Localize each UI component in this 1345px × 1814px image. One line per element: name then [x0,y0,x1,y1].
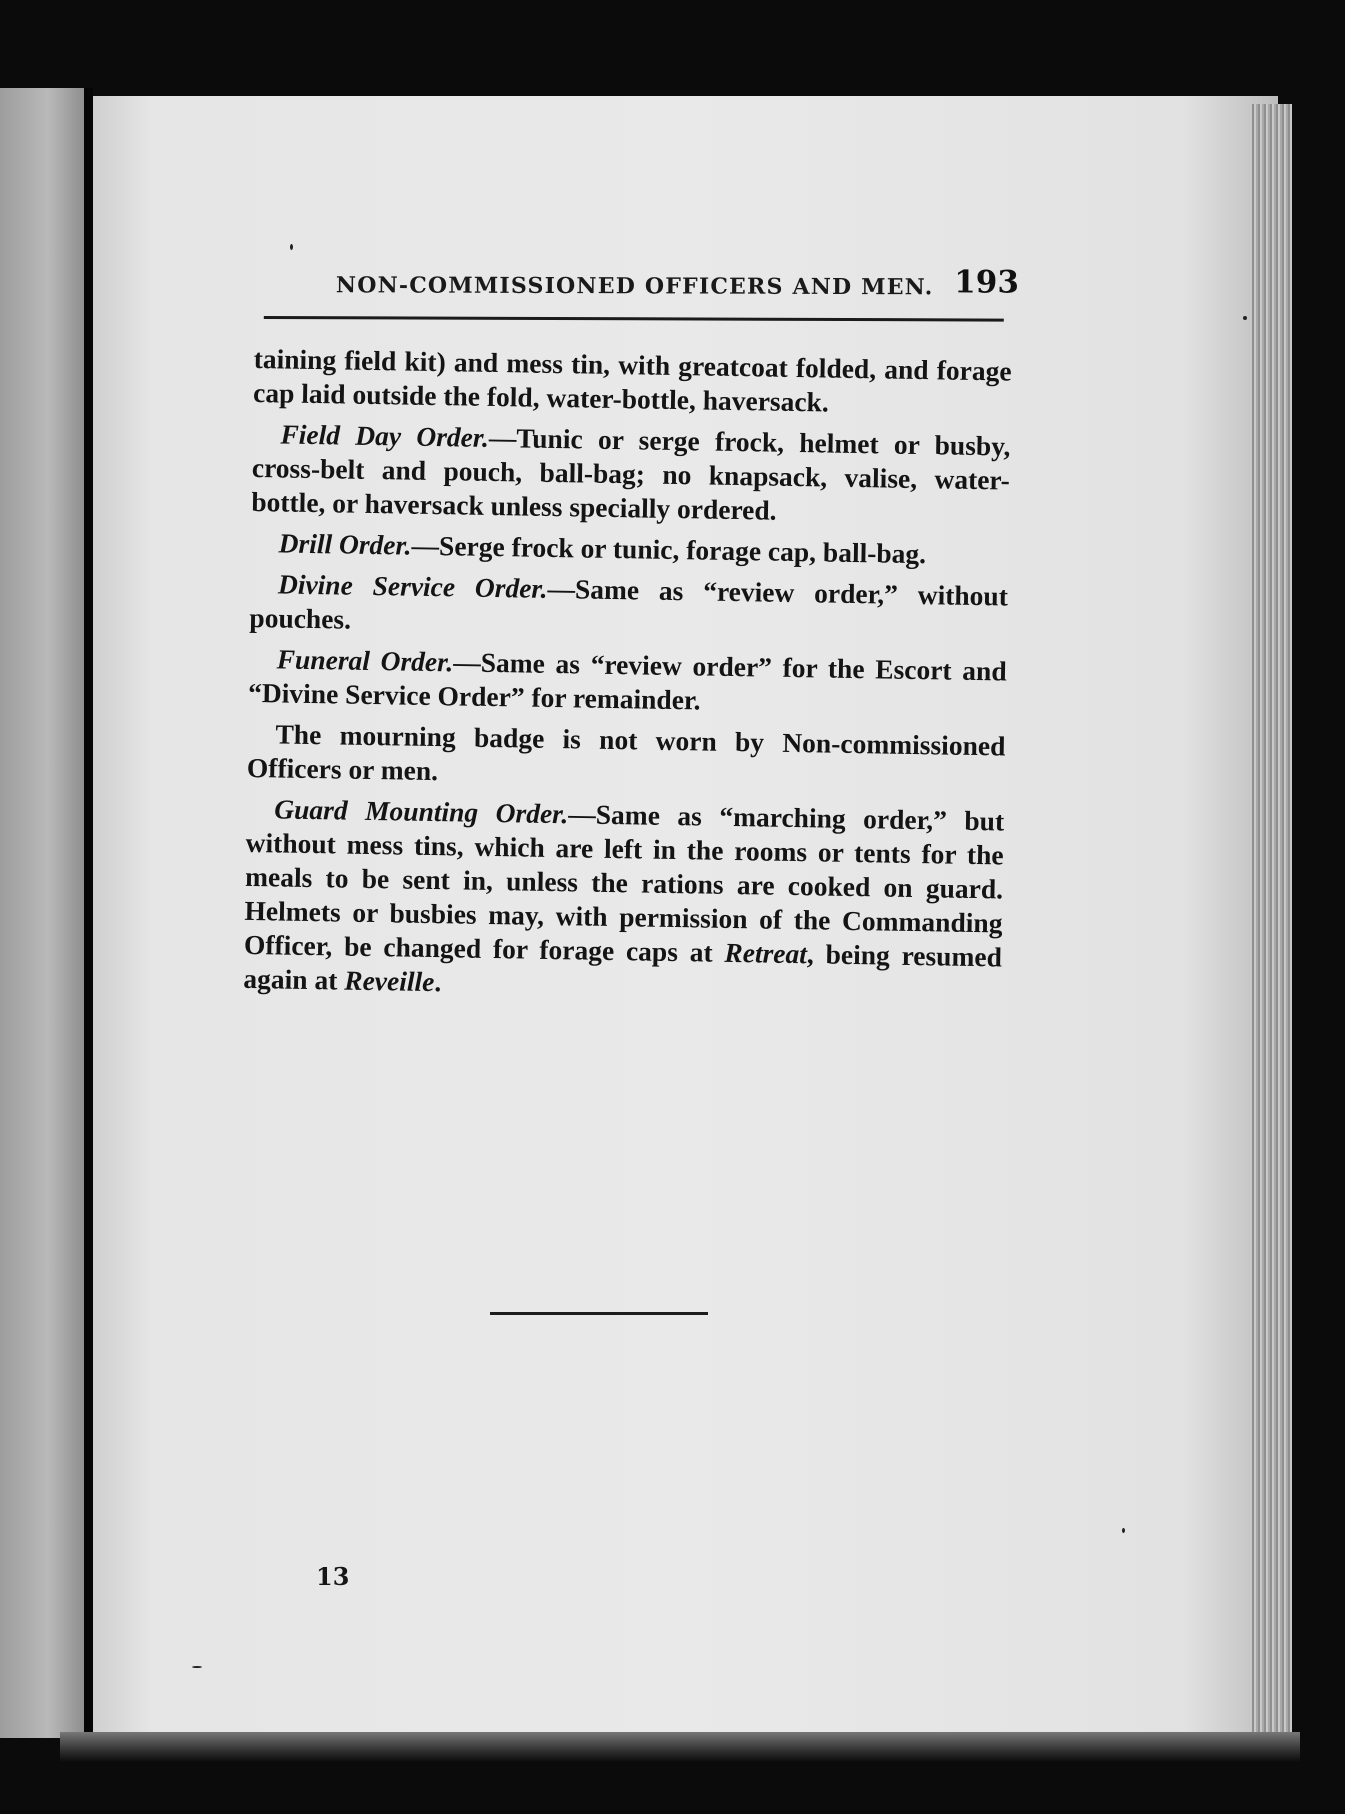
paragraph-text: , being resumed again at [243,938,1003,996]
ink-speck [1122,1528,1125,1533]
paragraph-text: —Same as “review order” for the Escort and “Divine Service Order” for remainder. [247,646,1007,716]
paragraph-title: Funeral Order. [276,643,454,678]
ink-speck [290,244,293,250]
end-rule [490,1312,708,1315]
paragraph-title: Field Day Order. [280,418,490,453]
signature-mark: 13 [316,1562,350,1591]
paragraph-drill-order [250,526,1008,573]
page-header [264,262,1019,325]
header-rule [264,316,1004,322]
paragraph-funeral-order [248,642,1007,723]
paragraph-text: taining field kit) and mess tin, with greatcoat folded, and forage cap laid outside the fold, water-bottle, haversack. [252,342,1012,418]
page-bottom-shadow [60,1732,1300,1762]
paragraph-divine-service-order [249,567,1008,648]
paragraph-title: Guard Mounting Order. [274,793,569,830]
page-fore-edge [1252,104,1292,1744]
book-gutter [84,88,93,1748]
reveille-term: Reveille [344,964,435,998]
paragraph-text: —Same as “review order,” without pouches. [249,572,1009,635]
paragraph-guard-mounting-order [243,792,1004,1009]
paragraph-continuation [253,342,1012,423]
paragraph-text: . [434,966,442,998]
previous-page-edge [0,88,88,1738]
page-number: 193 [954,264,1019,301]
paragraph-text: —Serge frock or tunic, forage cap, ball-bag. [411,529,927,570]
retreat-term: Retreat [724,936,808,970]
paragraph-mourning-badge [247,717,1006,798]
paragraph-field-day-order [251,417,1011,532]
body-text [243,342,1012,1015]
paragraph-title: Divine Service Order. [277,568,548,604]
paragraph-text: The mourning badge is not worn by Non-commissioned Officers or men. [246,718,1006,787]
paragraph-title: Drill Order. [278,527,412,561]
ink-speck [192,1666,202,1668]
paragraph-text: —Tunic or serge frock, helmet or busby, cross-belt and pouch, ball-bag; no knapsack, valise, water-bottle, or haversack unless specially ordered. [251,421,1011,526]
running-head: NON-COMMISSIONED OFFICERS AND MEN. [335,272,934,301]
paragraph-text: —Same as “marching order,” but without mess tins, which are left in the rooms or tents for the meals to be sent in, unless the rations are cooked on guard. Helmets or busbies may, with permission of the Commanding Officer, be changed for forage caps at [243,798,1005,968]
ink-speck [1243,316,1247,320]
